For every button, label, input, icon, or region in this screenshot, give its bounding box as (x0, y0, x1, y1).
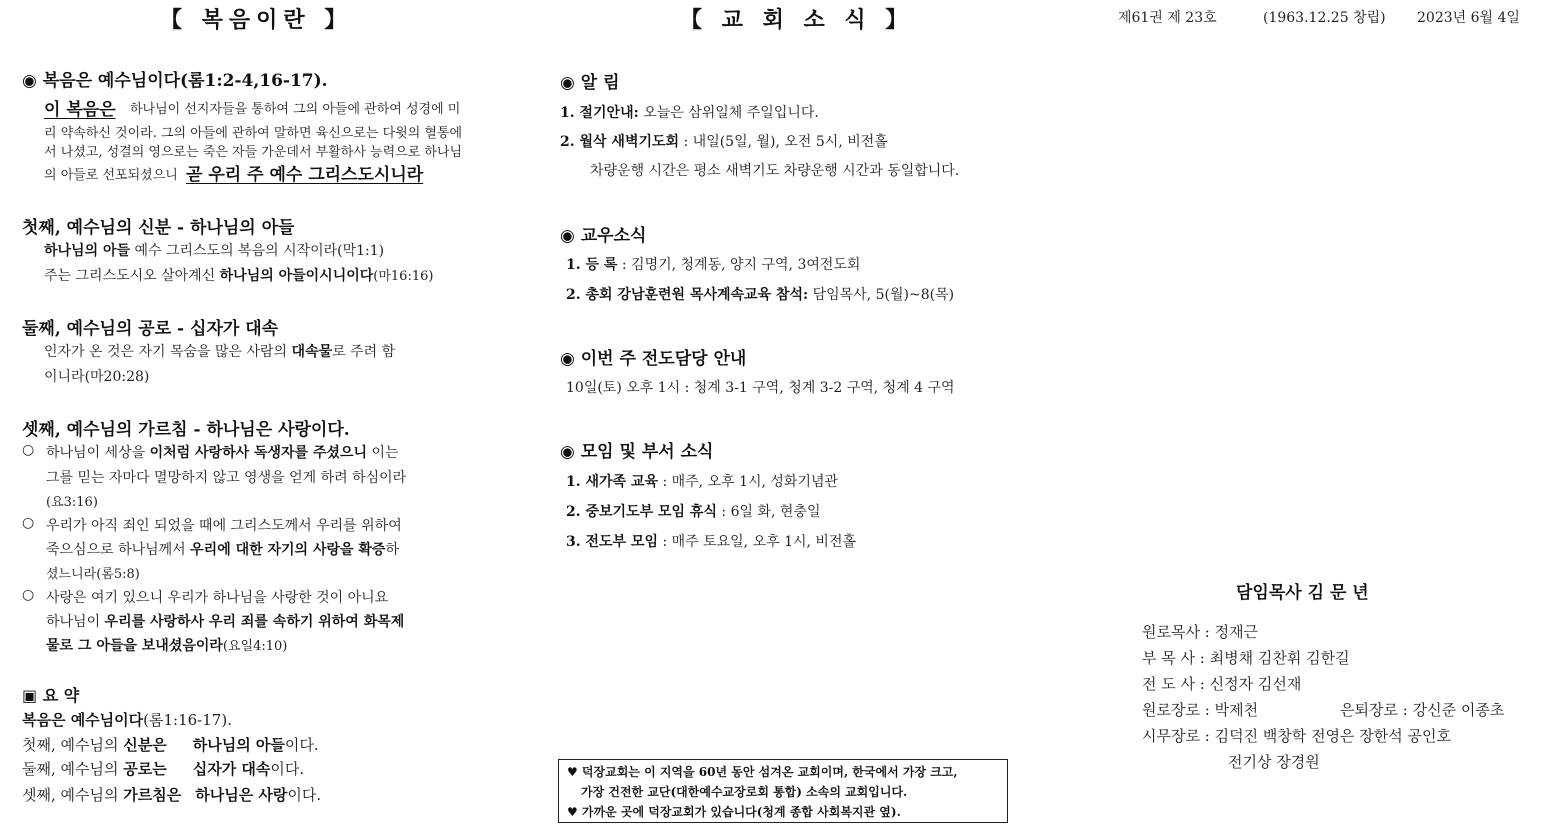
summary-row-0: 복음은 예수님이다(롬1:16-17). (22, 711, 232, 729)
groups-item-2: 2. 중보기도부 모임 휴식 : 6일 화, 현충일 (566, 504, 821, 520)
summary-row-2: 둘째, 예수님의 공로는 십자가 대속이다. (22, 760, 305, 778)
news-title: 【 교 회 소 식 】 (680, 7, 914, 33)
gospel-line-4: 의 아들로 선포되셨으니 (44, 168, 178, 183)
groups-heading: ◉ 모임 및 부서 소식 (560, 442, 714, 462)
section-3-heading: 셋째, 예수님의 가르침 - 하나님은 사랑이다. (22, 420, 350, 440)
footer-line-1: ♥ 덕장교회는 이 지역을 60년 동안 섬겨온 교회이며, 한국에서 가장 크고, (567, 765, 958, 779)
notice-item-1: 1. 절기안내: 오늘은 삼위일체 주일입니다. (560, 105, 819, 121)
section-3-a-line-2: 그를 믿는 자마다 멸망하지 않고 영생을 얻게 하려 하심이라 (46, 470, 407, 486)
gospel-tail: 곧 우리 주 예수 그리스도시니라 (186, 165, 424, 185)
staff-row-4: 시무장로 : 김덕진 백창학 전영은 장한석 공인호 (1142, 727, 1452, 745)
summary-heading: ▣ 요 약 (22, 686, 80, 705)
notice-item-2-sub: 차량운행 시간은 평소 새벽기도 차량운행 시간과 동일합니다. (590, 163, 960, 179)
gospel-line-1: 하나님이 선지자들을 통하여 그의 아들에 관하여 성경에 미 (130, 102, 461, 117)
evangelism-heading: ◉ 이번 주 전도담당 안내 (560, 349, 747, 369)
section-3-b-line-2: 죽으심으로 하나님께서 우리에 대한 자기의 사랑을 확증하 (46, 542, 399, 558)
section-3-b-line-1: 우리가 아직 죄인 되었을 때에 그리스도께서 우리를 위하여 (46, 518, 402, 534)
members-item-1: 1. 등 록 : 김명기, 청계동, 양지 구역, 3여전도회 (566, 257, 861, 273)
evangelism-line: 10일(토) 오후 1시 : 청계 3-1 구역, 청계 3-2 구역, 청계 4 구역 (566, 380, 955, 396)
section-3-a-line-3: (요3:16) (46, 495, 98, 510)
section-3-b-line-3: 셨느니라(롬5:8) (46, 567, 140, 582)
gospel-lead: 이 복음은 (44, 100, 116, 120)
footer-line-2: 가장 건전한 교단(대한예수교장로회 통합) 소속의 교회입니다. (581, 785, 908, 799)
summary-row-3: 셋째, 예수님의 가르침은 하나님은 사랑이다. (22, 786, 322, 804)
founded-date: (1963.12.25 창립) (1263, 10, 1386, 26)
members-item-2: 2. 총회 강남훈련원 목사계속교육 참석: 담임목사, 5(월)~8(목) (566, 287, 955, 303)
issue-number: 제61권 제 23호 (1118, 10, 1217, 26)
members-heading: ◉ 교우소식 (560, 226, 647, 246)
groups-item-3: 3. 전도부 모임 : 매주 토요일, 오후 1시, 비전홀 (566, 534, 856, 550)
section-1-line-1: 하나님의 아들 예수 그리스도의 복음의 시작이라(막1:1) (44, 243, 385, 259)
publish-date: 2023년 6월 4일 (1417, 10, 1520, 26)
footer-box (558, 759, 1008, 823)
staff-row-1: 부 목 사 : 최병채 김찬휘 김한길 (1142, 649, 1350, 667)
section-2-line-2: 이니라(마20:28) (44, 369, 150, 385)
senior-pastor: 담임목사 김 문 년 (1236, 583, 1369, 603)
footer-line-3: ♥ 가까운 곳에 덕장교회가 있습니다(청계 종합 사회복지관 옆). (567, 805, 901, 819)
staff-row-2: 전 도 사 : 신정자 김선재 (1142, 675, 1302, 693)
section-2-line-1: 인자가 온 것은 자기 목숨을 많은 사람의 대속물로 주려 함 (44, 344, 396, 360)
notice-heading: ◉ 알 림 (560, 73, 620, 93)
section-3-a-line-1: 하나님이 세상을 이처럼 사랑하사 독생자를 주셨으니 이는 (46, 445, 399, 461)
section-3-bullet-a: ○ (22, 442, 35, 458)
groups-item-1: 1. 새가족 교육 : 매주, 오후 1시, 성화기념관 (566, 474, 839, 490)
notice-item-2: 2. 월삭 새벽기도회 : 내일(5일, 월), 오전 5시, 비전홀 (560, 134, 888, 150)
elders-line-2: 전기상 장경원 (1228, 753, 1320, 771)
section-1-heading: 첫째, 예수님의 신분 - 하나님의 아들 (22, 218, 295, 238)
section-3-c-line-1: 사랑은 여기 있으니 우리가 하나님을 사랑한 것이 아니요 (46, 590, 389, 606)
section-1-line-2: 주는 그리스도시오 살아계신 하나님의 아들이시니이다(마16:16) (44, 268, 434, 284)
retired-elders: 은퇴장로 : 강신준 이종초 (1340, 701, 1505, 719)
section-3-bullet-c: ○ (22, 587, 35, 603)
section-3-c-line-2: 하나님이 우리를 사랑하사 우리 죄를 속하기 위하여 화목제 (46, 614, 405, 630)
section-2-heading: 둘째, 예수님의 공로 - 십자가 대속 (22, 319, 279, 339)
gospel-title: 【 복음이란 】 (160, 7, 353, 33)
section-3-bullet-b: ○ (22, 515, 35, 531)
staff-row-3: 원로장로 : 박제천 (1142, 701, 1259, 719)
gospel-heading: ◉ 복음은 예수님이다(롬1:2-4,16-17). (22, 71, 328, 91)
staff-row-0: 원로목사 : 정재근 (1142, 623, 1259, 641)
gospel-line-2: 리 약속하신 것이라. 그의 아들에 관하여 말하면 육신으로는 다윗의 혈통에 (44, 126, 463, 141)
section-3-c-line-3: 물로 그 아들을 보내셨음이라(요일4:10) (46, 638, 288, 654)
summary-row-1: 첫째, 예수님의 신분은 하나님의 아들이다. (22, 736, 319, 754)
gospel-line-3: 서 나셨고, 성결의 영으로는 죽은 자들 가운데서 부활하사 능력으로 하나님 (44, 145, 463, 160)
